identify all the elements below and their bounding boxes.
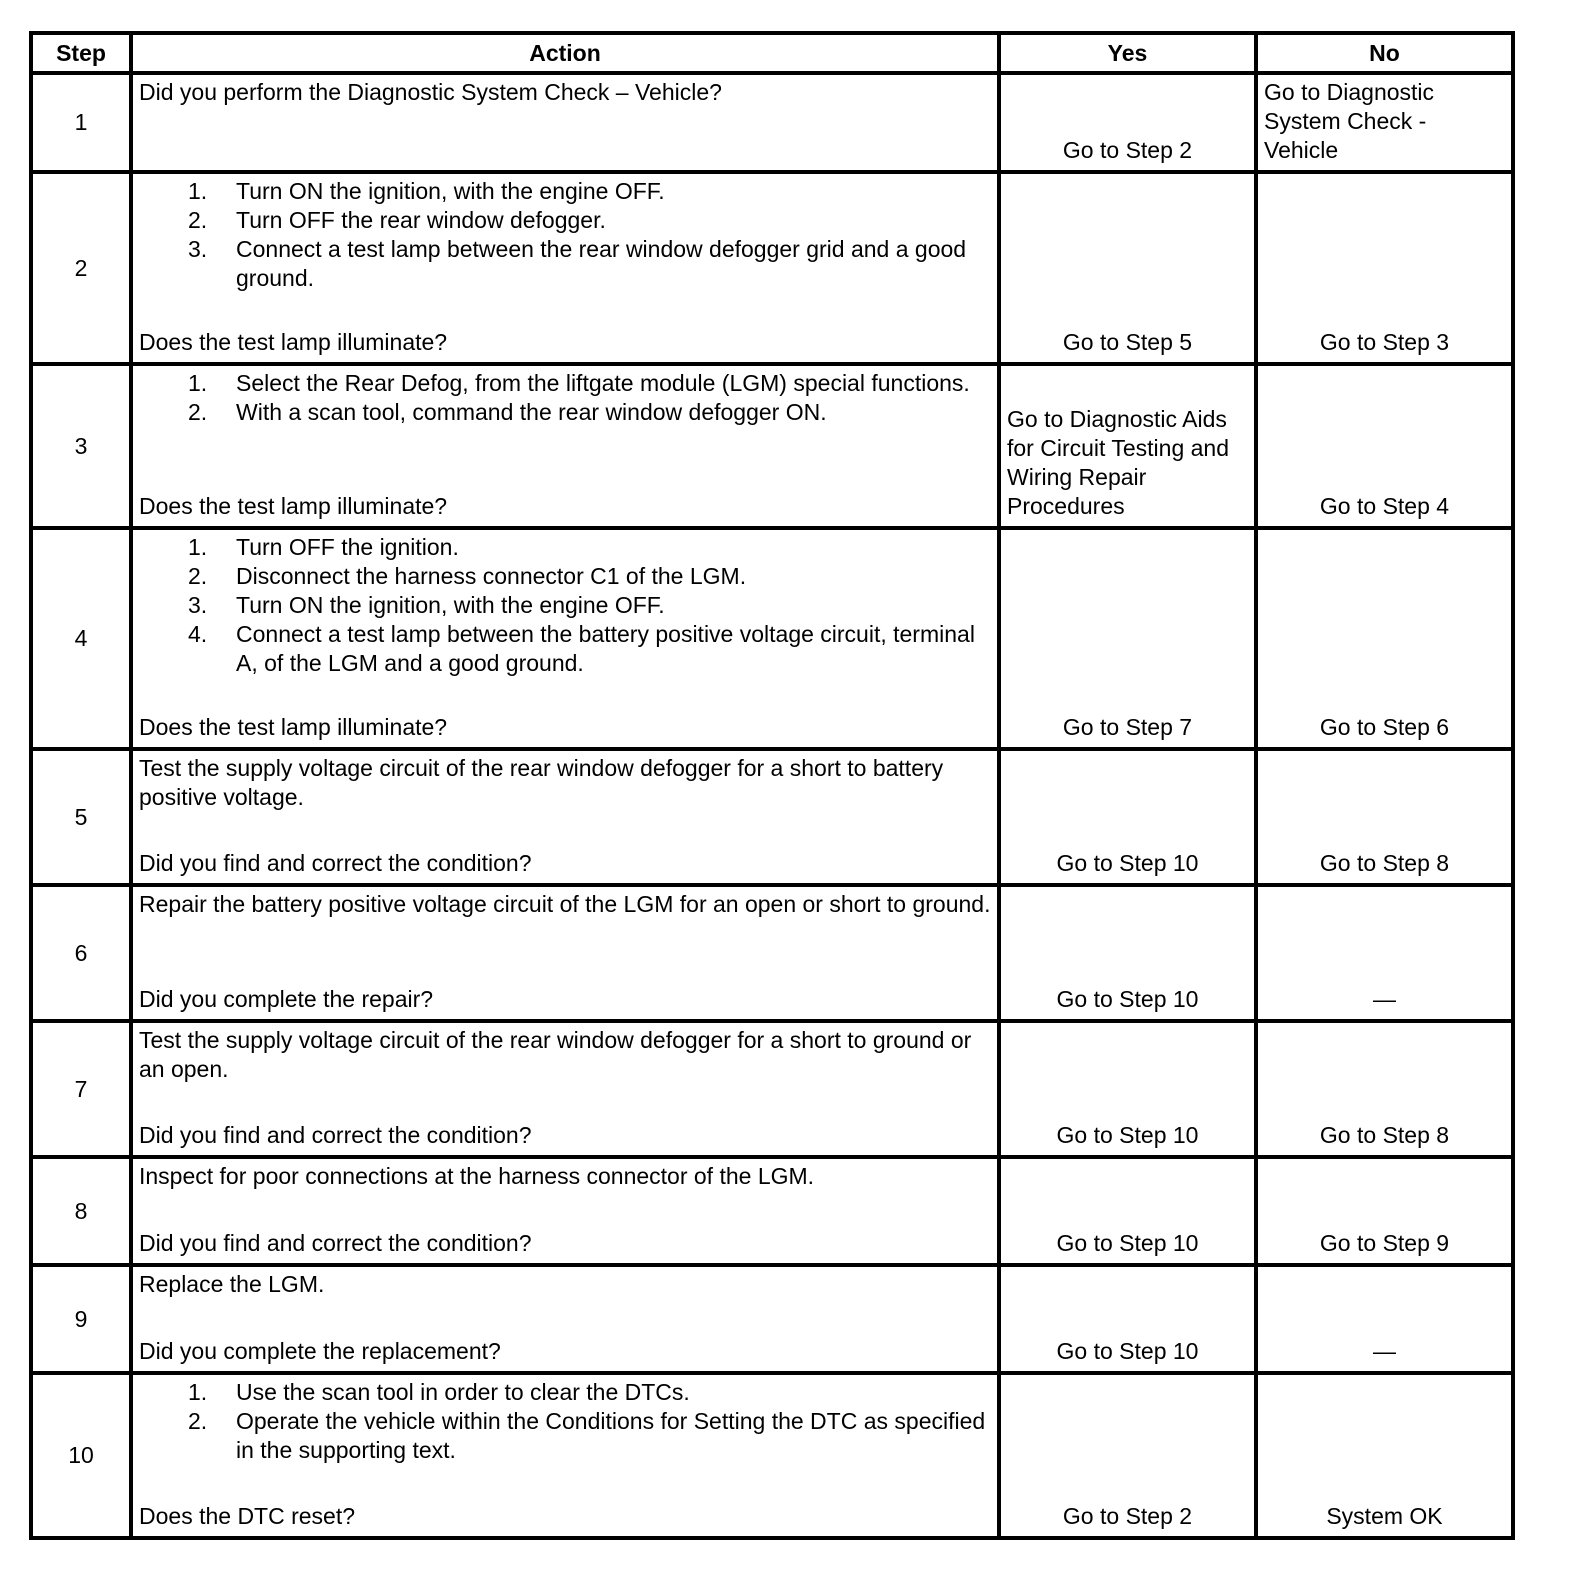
no-target: Go to Step 4 <box>1319 493 1450 519</box>
step-number: 1 <box>31 73 131 172</box>
procedure-list <box>139 533 991 678</box>
no-target: — <box>1373 986 1396 1012</box>
question-text: Did you find and correct the condition? <box>139 1122 532 1148</box>
procedure-list <box>139 177 991 293</box>
yes-cell <box>999 172 1256 364</box>
action-text: Repair the battery positive voltage circuit of the LGM for an open or short to ground. <box>139 891 991 917</box>
yes-cell <box>999 749 1256 885</box>
action-cell <box>131 364 999 528</box>
step-number: 9 <box>31 1265 131 1373</box>
yes-target: Go to Step 7 <box>1062 714 1193 740</box>
procedure-item: 2. Disconnect the harness connector C1 of the LGM. <box>188 563 747 589</box>
question-text: Does the DTC reset? <box>139 1503 356 1529</box>
procedure-list <box>139 1378 991 1465</box>
yes-target: Go to Step 10 <box>1056 986 1199 1012</box>
yes-cell <box>999 364 1256 528</box>
action-text: Inspect for poor connections at the harness connector of the LGM. <box>139 1163 815 1189</box>
yes-target: Go to Step 2 <box>1062 137 1193 163</box>
action-cell <box>131 73 999 172</box>
no-cell <box>1256 73 1513 172</box>
yes-cell <box>999 73 1256 172</box>
question-text: Does the test lamp illuminate? <box>139 493 448 519</box>
header-step: Step <box>31 33 131 73</box>
procedure-item: 2. Operate the vehicle within the Conditions for Setting the DTC as specified in the supporting text. <box>188 1408 986 1463</box>
yes-cell <box>999 1265 1256 1373</box>
question-text: Does the test lamp illuminate? <box>139 329 448 355</box>
question-text: Does the test lamp illuminate? <box>139 714 448 740</box>
action-cell <box>131 528 999 749</box>
no-cell <box>1256 1373 1513 1538</box>
procedure-item: 3. Connect a test lamp between the rear window defogger grid and a good ground. <box>188 236 967 291</box>
action-cell <box>131 885 999 1021</box>
yes-target: Go to Step 10 <box>1056 1230 1199 1256</box>
procedure-item: 3. Turn ON the ignition, with the engine OFF. <box>188 592 665 618</box>
table-row <box>31 172 1513 364</box>
action-text: Test the supply voltage circuit of the rear window defogger for a short to ground or an open. <box>139 1027 972 1082</box>
yes-cell <box>999 1157 1256 1265</box>
yes-cell <box>999 528 1256 749</box>
no-cell <box>1256 528 1513 749</box>
procedure-item: 4. Connect a test lamp between the battery positive voltage circuit, terminal A, of the LGM and a good ground. <box>188 621 975 676</box>
header-row <box>31 33 1513 73</box>
question-text: Did you complete the repair? <box>139 986 434 1012</box>
step-number: 2 <box>31 172 131 364</box>
no-cell <box>1256 1021 1513 1157</box>
yes-target: Go to Step 5 <box>1062 329 1193 355</box>
procedure-item: 2. With a scan tool, command the rear window defogger ON. <box>188 399 827 425</box>
action-cell <box>131 1157 999 1265</box>
diagnostic-table-container <box>29 31 1515 1540</box>
question-text: Did you find and correct the condition? <box>139 850 532 876</box>
question-text: Did you find and correct the condition? <box>139 1230 532 1256</box>
table-row <box>31 1373 1513 1538</box>
action-cell <box>131 1021 999 1157</box>
table-row <box>31 749 1513 885</box>
yes-target: Go to Step 10 <box>1056 1338 1199 1364</box>
yes-cell <box>999 1021 1256 1157</box>
yes-target: Go to Step 10 <box>1056 1122 1199 1148</box>
header-yes: Yes <box>999 33 1256 73</box>
no-cell <box>1256 1157 1513 1265</box>
action-cell <box>131 172 999 364</box>
no-target: Go to Step 3 <box>1319 329 1450 355</box>
step-number: 3 <box>31 364 131 528</box>
table-row <box>31 1157 1513 1265</box>
no-target: Go to Step 8 <box>1319 850 1450 876</box>
table-row <box>31 1021 1513 1157</box>
table-row <box>31 73 1513 172</box>
no-target: Go to Step 8 <box>1319 1122 1450 1148</box>
yes-cell <box>999 885 1256 1021</box>
action-cell <box>131 1373 999 1538</box>
action-cell <box>131 1265 999 1373</box>
no-cell <box>1256 364 1513 528</box>
procedure-item: 2. Turn OFF the rear window defogger. <box>188 207 606 233</box>
table-row <box>31 1265 1513 1373</box>
step-number: 6 <box>31 885 131 1021</box>
no-target: Go to Step 6 <box>1319 714 1450 740</box>
yes-target: Go to Diagnostic Aids for Circuit Testing and Wiring Repair Procedures <box>1007 406 1230 519</box>
header-no: No <box>1256 33 1513 73</box>
step-number: 10 <box>31 1373 131 1538</box>
yes-cell <box>999 1373 1256 1538</box>
table-row <box>31 528 1513 749</box>
procedure-item: 1. Turn OFF the ignition. <box>188 534 459 560</box>
procedure-list <box>139 369 991 427</box>
procedure-item: 1. Select the Rear Defog, from the liftgate module (LGM) special functions. <box>188 370 970 396</box>
no-target: Go to Diagnostic System Check - Vehicle <box>1264 79 1435 163</box>
question-text: Did you complete the replacement? <box>139 1338 501 1364</box>
step-number: 7 <box>31 1021 131 1157</box>
diagnostic-table <box>29 31 1515 1540</box>
action-cell <box>131 749 999 885</box>
no-target: — <box>1373 1338 1396 1364</box>
action-text: Replace the LGM. <box>139 1271 325 1297</box>
header-action: Action <box>131 33 999 73</box>
no-cell <box>1256 1265 1513 1373</box>
yes-target: Go to Step 10 <box>1056 850 1199 876</box>
table-row <box>31 364 1513 528</box>
no-target: System OK <box>1326 1503 1443 1529</box>
action-text: Test the supply voltage circuit of the rear window defogger for a short to battery positive voltage. <box>139 755 944 810</box>
action-text: Did you perform the Diagnostic System Check – Vehicle? <box>139 79 722 105</box>
step-number: 5 <box>31 749 131 885</box>
step-number: 4 <box>31 528 131 749</box>
no-target: Go to Step 9 <box>1319 1230 1450 1256</box>
procedure-item: 1. Use the scan tool in order to clear the DTCs. <box>188 1379 690 1405</box>
yes-target: Go to Step 2 <box>1062 1503 1193 1529</box>
no-cell <box>1256 172 1513 364</box>
step-number: 8 <box>31 1157 131 1265</box>
no-cell <box>1256 749 1513 885</box>
table-row <box>31 885 1513 1021</box>
no-cell <box>1256 885 1513 1021</box>
procedure-item: 1. Turn ON the ignition, with the engine OFF. <box>188 178 665 204</box>
